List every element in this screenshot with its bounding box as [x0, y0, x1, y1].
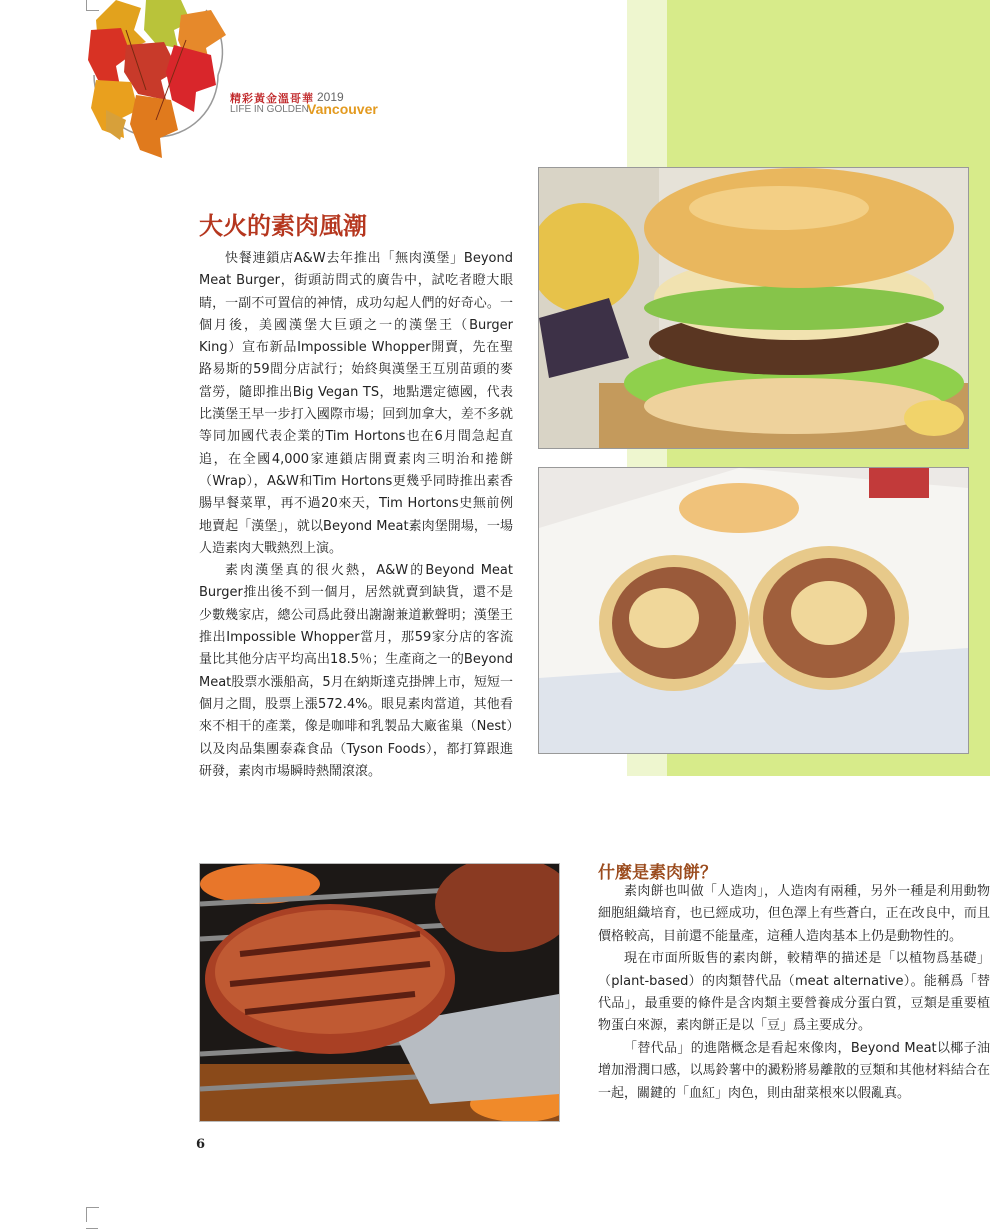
crop-mark-bottom-line: [86, 1228, 98, 1229]
sidebar-paragraph: 素肉餅也叫做「人造肉」，人造肉有兩種，另外一種是利用動物細胞組織培育，也已經成功，但色澤上有些蒼白，正在改良中，而且價格較高，目前還不能量產，這種人造肉基本上仍是動物性的。: [598, 884, 990, 944]
article-body: [199, 248, 513, 783]
sidebar-paragraph: 「替代品」的進階概念是看起來像肉，Beyond Meat以椰子油增加滑潤口感，以馬鈴薯中的澱粉將易離散的豆類和其他材料結合在一起，關鍵的「血紅」肉色，則由甜菜根來以假亂真。: [598, 1040, 990, 1101]
header-title-en: LIFE IN GOLDEN: [230, 104, 309, 115]
sidebar-title: 什麼是素肉餅？: [598, 863, 717, 883]
page-number: 6: [196, 1137, 206, 1152]
sidebar-paragraph: 現在市面所販售的素肉餅，較精準的描述是「以植物爲基礎」（plant-based）的肉類替代品（meat alternative）。能稱爲「替代品」，最重要的條件是含肉類主要營養成分蛋白質，豆類是重要植物蛋白來源，素肉餅正是以「豆」爲主要成分。: [598, 951, 990, 1034]
sidebar-body: [598, 881, 990, 1105]
header-title-en-accent: Vancouver: [307, 101, 378, 117]
maple-leaves-icon: [86, 0, 231, 160]
article-paragraph: 快餐連鎖店A&W去年推出「無肉漢堡」Beyond Meat Burger，街頭訪問式的廣告中，試吃者瞪大眼睛，一副不可置信的神情，成功勾起人們的好奇心。一個月後，美國漢堡大巨頭之一的漢堡王（Burger King）宣布新品Impossible Whopper開賣，先在聖路易斯的59間分店試行；始終與漢堡王互別苗頭的麥當勞，隨即推出Big Vegan TS，地點選定德國，代表比漢堡王早一步打入國際市場；回到加拿大，差不多就等同加國代表企業的Tim Hortons也在6月間急起直追，在全國4,000家連鎖店開賣素肉三明治和捲餅（Wrap），A&W和Tim Hortons更幾乎同時推出素香腸早餐菜單，再不過20來天，Tim Hortons史無前例地賣起「漢堡」，就以Beyond Meat素肉堡開場，一場人造素肉大戰熱烈上演。: [199, 251, 513, 556]
header-title-cn: 精彩黃金溫哥華: [230, 92, 314, 105]
header-year: 2019: [317, 90, 344, 104]
crop-mark-bottom: [86, 1207, 99, 1222]
article-title: 大火的素肉風潮: [199, 211, 367, 240]
burger-photo: [538, 167, 969, 449]
burrito-photo: [538, 467, 969, 754]
patty-photo: [199, 863, 560, 1122]
article-paragraph: 素肉漢堡真的很火熱，A&W的Beyond Meat Burger推出後不到一個月，居然就賣到缺貨，還不是少數幾家店，總公司爲此發出謝謝兼道歉聲明；漢堡王推出Impossible Whopper當月，那59家分店的客流量比其他分店平均高出18.5％；生產商之一的Beyond Meat股票水漲船高，5月在納斯達克掛牌上市，短短一個月之間，股票上漲572.4%。眼見素肉當道，其他看來不相干的產業，像是咖啡和乳製品大廠雀巢（Nest）以及肉品集團泰森食品（Tyson Foods），都打算跟進研發，素肉市場瞬時熱鬧滾滾。: [199, 563, 513, 779]
